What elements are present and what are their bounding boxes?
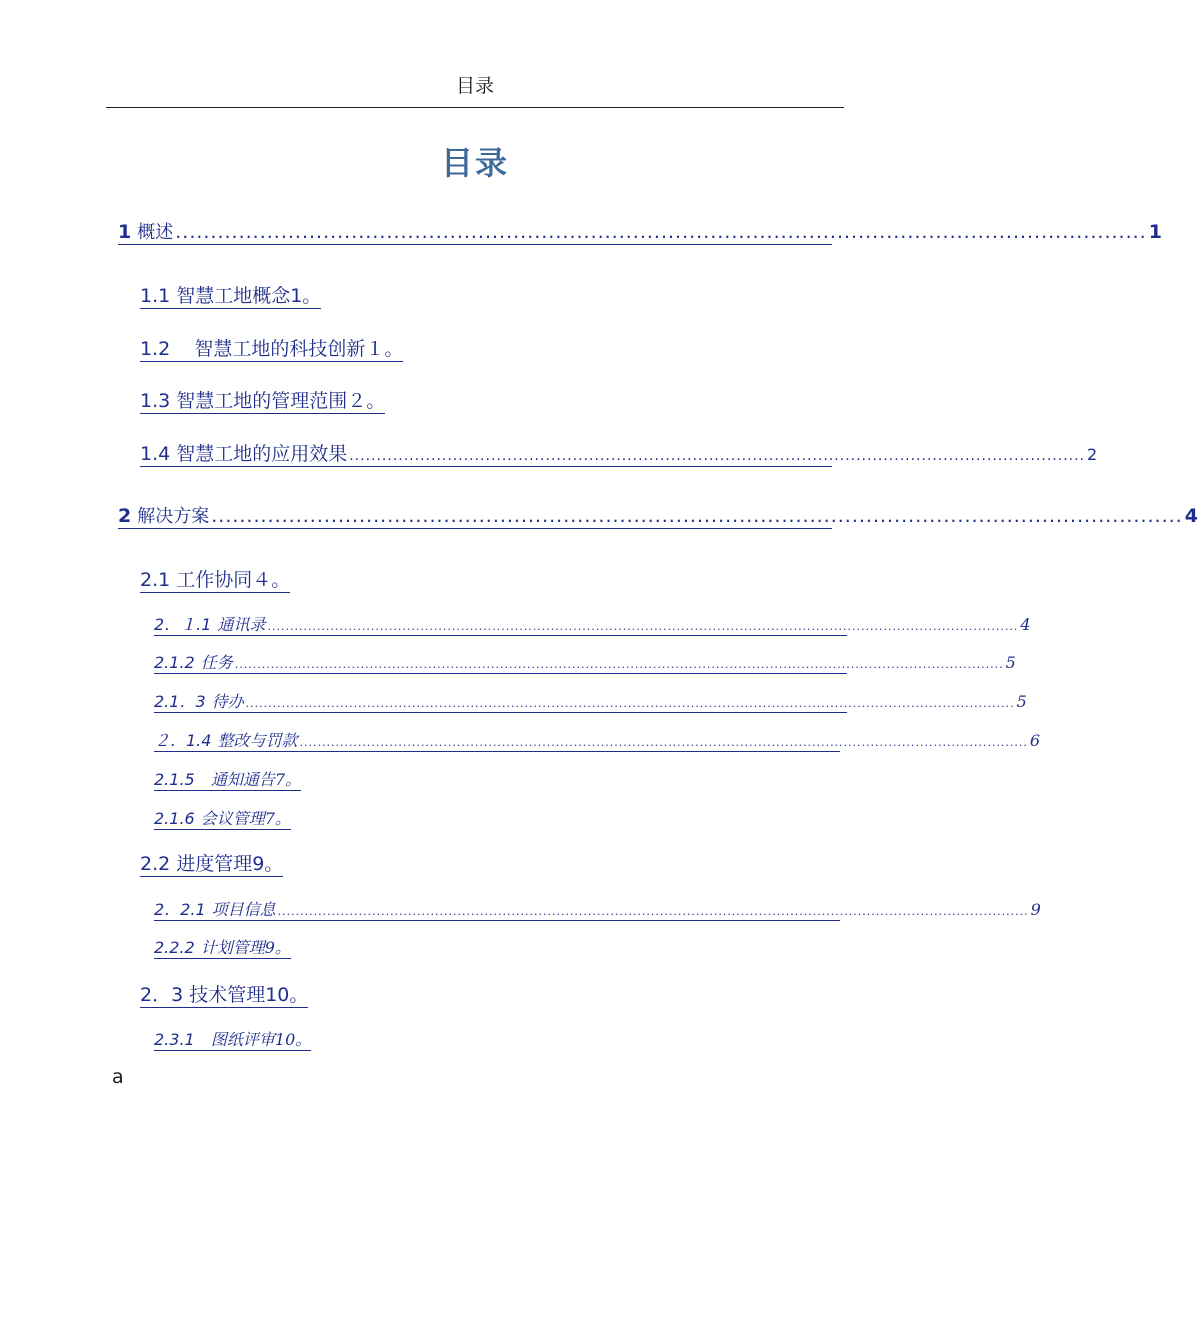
toc-entry-title: 通讯录 — [217, 615, 266, 634]
toc-entry-number: 2 — [118, 505, 132, 527]
toc-entry-title: 工作协同４。 — [176, 569, 291, 591]
toc-entry-number: 1.1 — [140, 285, 171, 307]
toc-entry-title: 图纸评审10。 — [200, 1030, 312, 1049]
toc-page-number: 5 — [1016, 692, 1027, 711]
toc-entry-number: 2.1 — [140, 569, 171, 591]
toc-entry-2[interactable] — [118, 502, 1198, 529]
toc-entry-title: 技术管理10。 — [189, 984, 309, 1006]
toc-entry-title: 会议管理7。 — [200, 809, 291, 828]
toc-entry-2-2-1[interactable] — [154, 897, 1041, 921]
toc-entry-2-1-2[interactable] — [154, 650, 1016, 674]
toc-page-number: 1 — [1148, 221, 1162, 243]
toc-entry-title: 解决方案 — [137, 506, 210, 527]
toc-entry-title: 计划管理9。 — [200, 938, 291, 957]
toc-dot-leader: .................................................................................................................................................................. — [299, 736, 1028, 749]
toc-entry-title: 任务 — [200, 653, 233, 672]
toc-entry-1-2[interactable] — [140, 334, 403, 362]
toc-entry-title: 通知通告7。 — [200, 770, 302, 789]
toc-entry-2-3-1[interactable] — [154, 1027, 311, 1051]
toc-entry-title: 待办 — [211, 692, 244, 711]
toc-entry-number: 1.3 — [140, 390, 171, 412]
toc-entry-title: 进度管理9。 — [176, 853, 284, 875]
toc-entry-2-1-1[interactable] — [154, 612, 1031, 636]
toc-entry-2-2-2[interactable] — [154, 935, 291, 959]
toc-entry-number: 2．2.1 — [154, 900, 206, 919]
toc-entry-1-4[interactable] — [140, 439, 1098, 467]
toc-page-number: 6 — [1029, 731, 1041, 750]
toc-entry-number: 1 — [118, 221, 132, 243]
toc-entry-title: 智慧工地概念1。 — [176, 285, 322, 307]
toc-entry-1-1[interactable] — [140, 281, 321, 309]
toc-dot-leader: .......................................................................................................................................... — [175, 221, 1147, 243]
toc-entry-number: 2．１.1 — [154, 615, 212, 634]
toc-entry-2-3[interactable] — [140, 980, 308, 1008]
toc-entry-number: 2.1.2 — [154, 653, 195, 672]
toc-entry-2-1-4[interactable] — [154, 728, 1041, 752]
toc-entry-2-1-5[interactable] — [154, 767, 301, 791]
toc-page-number: 5 — [1005, 653, 1016, 672]
toc-page-number: 4 — [1020, 615, 1031, 634]
toc-entry-title: 整改与罚款 — [217, 731, 298, 750]
stray-text: a — [112, 1066, 124, 1088]
toc-entry-title: 项目信息 — [211, 900, 276, 919]
toc-entry-2-1[interactable] — [140, 565, 290, 593]
toc-entry-title: 智慧工地的科技创新１。 — [176, 338, 404, 360]
toc-entry-number: 2.3.1 — [154, 1030, 195, 1049]
toc-entry-number: 2．3 — [140, 984, 184, 1006]
toc-dot-leader: ....................................................................................................................................................................... — [277, 905, 1029, 918]
toc-dot-leader: ....................................................................................................................................... — [349, 448, 1086, 464]
toc-entry-1-3[interactable] — [140, 386, 385, 414]
toc-entry-number: 1.4 — [140, 443, 171, 465]
toc-entry-number: 2.1．3 — [154, 692, 206, 711]
toc-entry-1[interactable] — [118, 218, 1162, 245]
toc-entry-number: ２．1.4 — [154, 731, 212, 750]
toc-entry-2-2[interactable] — [140, 849, 283, 877]
header-text: 目录 — [455, 75, 494, 97]
toc-page-number: 2 — [1087, 445, 1098, 464]
toc-dot-leader: ........................................................................................................................................................................... — [245, 697, 1015, 710]
toc-dot-leader: ........................................................................................................................................................................... — [234, 658, 1004, 671]
toc-entry-number: 2.2 — [140, 853, 171, 875]
toc-entry-number: 2.1.6 — [154, 809, 195, 828]
toc-entry-number: 1.2 — [140, 338, 171, 360]
toc-entry-title: 智慧工地的应用效果 — [176, 443, 348, 465]
toc-entry-title: 概述 — [137, 222, 174, 243]
toc-dot-leader: ....................................................................................................................................................................... — [267, 620, 1019, 633]
toc-entry-title: 智慧工地的管理范围２。 — [176, 390, 386, 412]
toc-page-number: 4 — [1184, 505, 1198, 527]
document-title: 目录 — [440, 144, 509, 182]
toc-entry-2-1-6[interactable] — [154, 806, 291, 830]
toc-entry-number: 2.2.2 — [154, 938, 195, 957]
toc-dot-leader: .......................................................................................................................................... — [211, 505, 1183, 527]
toc-entry-2-1-3[interactable] — [154, 689, 1027, 713]
toc-page-number: 9 — [1030, 900, 1041, 919]
toc-entry-number: 2.1.5 — [154, 770, 195, 789]
